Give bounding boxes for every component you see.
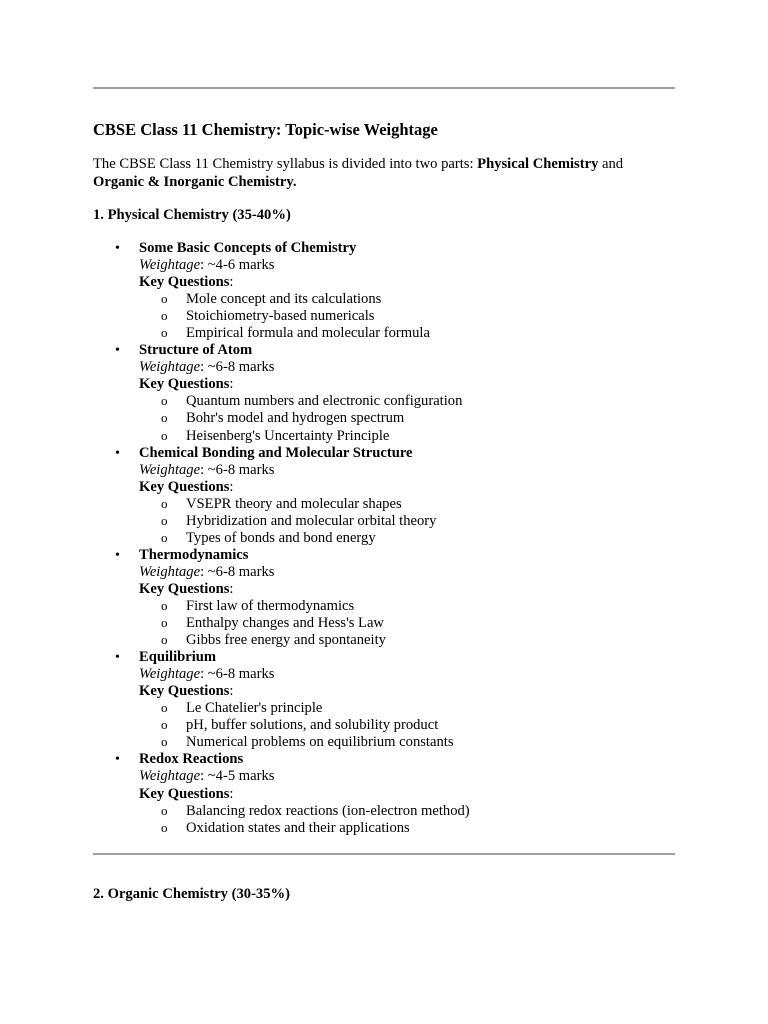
question-text: Numerical problems on equilibrium constants <box>186 734 454 751</box>
question-item <box>139 700 470 717</box>
key-questions-colon: : <box>229 478 234 495</box>
key-questions-line <box>139 376 470 393</box>
key-questions-line <box>139 683 470 700</box>
topic-name: Some Basic Concepts of Chemistry <box>139 240 357 256</box>
question-text: Types of bonds and bond energy <box>186 529 376 546</box>
key-questions-colon: : <box>229 580 234 597</box>
intro-text: The CBSE Class 11 Chemistry syllabus is divided into two parts: <box>93 156 478 172</box>
question-text: Gibbs free energy and spontaneity <box>186 632 386 649</box>
question-text: Hybridization and molecular orbital theory <box>186 512 437 529</box>
question-item <box>139 393 470 410</box>
question-text: Heisenberg's Uncertainty Principle <box>186 427 390 444</box>
key-questions-list <box>139 496 470 547</box>
question-item <box>139 598 470 615</box>
intro-organic-inorganic: Organic & Inorganic Chemistry. <box>93 173 297 190</box>
topic-name: Chemical Bonding and Molecular Structure <box>139 444 413 461</box>
key-questions-line <box>139 479 470 496</box>
sub-bullet-marker: o <box>161 734 168 750</box>
key-questions-list <box>139 598 470 649</box>
key-questions-colon: : <box>229 683 234 700</box>
sub-bullet-marker: o <box>161 495 168 511</box>
intro-joiner: and <box>598 156 624 172</box>
key-questions-label: Key Questions <box>139 274 230 291</box>
sub-bullet-marker: o <box>161 615 168 631</box>
topic-name: Redox Reactions <box>139 751 244 768</box>
topic-item <box>93 445 470 547</box>
weightage-value: : ~4-5 marks <box>200 768 275 785</box>
sub-bullet-marker: o <box>161 802 168 818</box>
bullet-marker: • <box>115 650 120 666</box>
section-divider <box>93 853 675 855</box>
question-text: Enthalpy changes and Hess's Law <box>186 615 384 632</box>
question-item <box>139 632 470 649</box>
question-item <box>139 734 470 751</box>
question-item <box>139 291 470 308</box>
key-questions-line <box>139 786 470 803</box>
topic-name: Thermodynamics <box>139 546 249 563</box>
weightage-value: : ~4-6 marks <box>200 257 275 274</box>
question-item <box>139 717 470 734</box>
bullet-marker: • <box>115 343 120 359</box>
question-text: pH, buffer solutions, and solubility product <box>186 717 439 734</box>
question-text: Balancing redox reactions (ion-electron method) <box>186 802 470 819</box>
key-questions-label: Key Questions <box>139 376 230 393</box>
weightage-label: Weightage <box>139 768 201 785</box>
question-text: Mole concept and its calculations <box>186 291 382 308</box>
key-questions-label: Key Questions <box>139 478 230 495</box>
sub-bullet-marker: o <box>161 632 168 648</box>
question-item <box>139 513 470 530</box>
section-heading-organic: 2. Organic Chemistry (30-35%) <box>93 886 290 902</box>
weightage-line <box>139 564 470 581</box>
weightage-value: : ~6-8 marks <box>200 666 275 683</box>
topic-item <box>93 342 470 444</box>
question-item <box>139 410 470 427</box>
key-questions-list <box>139 291 470 342</box>
question-item <box>139 530 470 547</box>
sub-bullet-marker: o <box>161 512 168 528</box>
question-text: VSEPR theory and molecular shapes <box>186 495 402 512</box>
question-text: Empirical formula and molecular formula <box>186 325 430 342</box>
key-questions-line <box>139 581 470 598</box>
weightage-line <box>139 768 470 785</box>
sub-bullet-marker: o <box>161 427 168 443</box>
question-item <box>139 496 470 513</box>
question-text: Oxidation states and their applications <box>186 819 410 836</box>
physical-topics-list <box>93 240 470 837</box>
question-item <box>139 820 470 837</box>
weightage-label: Weightage <box>139 563 201 580</box>
bullet-marker: • <box>115 445 120 461</box>
weightage-label: Weightage <box>139 666 201 683</box>
question-item <box>139 325 470 342</box>
bullet-marker: • <box>115 752 120 768</box>
question-text: Quantum numbers and electronic configuration <box>186 393 463 410</box>
question-text: First law of thermodynamics <box>186 597 355 614</box>
weightage-line <box>139 666 470 683</box>
sub-bullet-marker: o <box>161 529 168 545</box>
sub-bullet-marker: o <box>161 393 168 409</box>
sub-bullet-marker: o <box>161 291 168 307</box>
question-item <box>139 308 470 325</box>
weightage-label: Weightage <box>139 461 201 478</box>
question-text: Le Chatelier's principle <box>186 700 323 717</box>
page-title: CBSE Class 11 Chemistry: Topic-wise Weightage <box>93 120 438 139</box>
weightage-line <box>139 359 470 376</box>
top-divider <box>93 87 675 89</box>
sub-bullet-marker: o <box>161 325 168 341</box>
sub-bullet-marker: o <box>161 700 168 716</box>
topic-name: Structure of Atom <box>139 342 253 359</box>
weightage-line <box>139 257 470 274</box>
weightage-value: : ~6-8 marks <box>200 563 275 580</box>
weightage-value: : ~6-8 marks <box>200 461 275 478</box>
weightage-line <box>139 462 470 479</box>
key-questions-list <box>139 393 470 444</box>
key-questions-label: Key Questions <box>139 683 230 700</box>
topic-item <box>93 751 470 836</box>
key-questions-colon: : <box>229 785 234 802</box>
key-questions-list <box>139 803 470 837</box>
sub-bullet-marker: o <box>161 308 168 324</box>
topic-item <box>93 240 470 342</box>
sub-bullet-marker: o <box>161 410 168 426</box>
question-item <box>139 615 470 632</box>
sub-bullet-marker: o <box>161 717 168 733</box>
bullet-marker: • <box>115 241 120 256</box>
weightage-value: : ~6-8 marks <box>200 359 275 376</box>
key-questions-label: Key Questions <box>139 580 230 597</box>
bullet-marker: • <box>115 547 120 563</box>
intro-paragraph <box>93 156 683 191</box>
question-item <box>139 428 470 445</box>
weightage-label: Weightage <box>139 359 201 376</box>
topic-item <box>93 649 470 751</box>
key-questions-list <box>139 700 470 751</box>
key-questions-label: Key Questions <box>139 785 230 802</box>
key-questions-colon: : <box>229 376 234 393</box>
question-text: Bohr's model and hydrogen spectrum <box>186 410 405 427</box>
question-text: Stoichiometry-based numericals <box>186 308 375 325</box>
intro-physical-chemistry: Physical Chemistry <box>477 156 599 172</box>
topic-name: Equilibrium <box>139 649 217 666</box>
section-heading-physical: 1. Physical Chemistry (35-40%) <box>93 207 291 223</box>
sub-bullet-marker: o <box>161 819 168 835</box>
weightage-label: Weightage <box>139 257 201 274</box>
topic-item <box>93 547 470 649</box>
key-questions-line <box>139 274 470 291</box>
question-item <box>139 803 470 820</box>
key-questions-colon: : <box>229 274 234 291</box>
sub-bullet-marker: o <box>161 597 168 613</box>
